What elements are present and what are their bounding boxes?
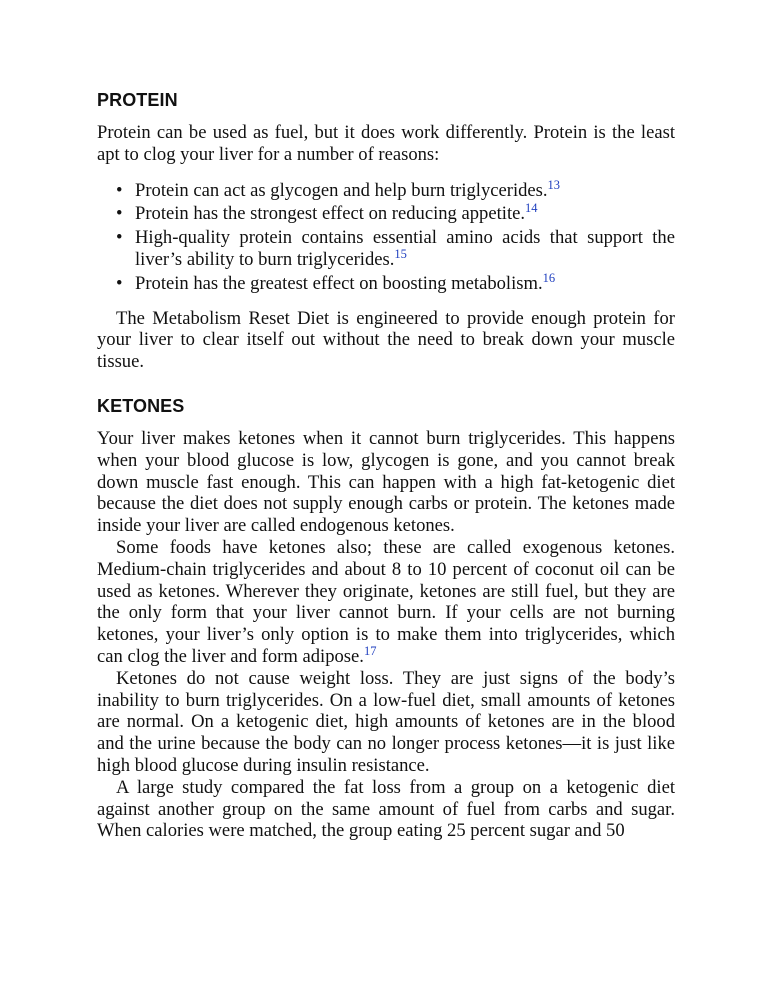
ketones-paragraph-1: Your liver makes ketones when it cannot burn triglycerides. This happens when your blood glucose is low, glycogen is gone, and you cannot break down muscle fast enough. This can happen with a high fat-ketogenic diet because the diet does not supply enough carbs or protein. The ketones made inside your liver are called endogenous ketones. [97, 427, 675, 537]
bullet-icon: • [116, 179, 123, 201]
list-item-text: Protein has the greatest effect on boosting metabolism. [135, 272, 543, 294]
ketones-paragraph-3: Ketones do not cause weight loss. They are just signs of the body’s inability to burn triglycerides. On a low-fuel diet, small amounts of ketones are normal. On a ketogenic diet, high amounts of ketones are in the blood and the urine because the body can no longer process ketones—it is just like high blood glucose during insulin resistance. [97, 667, 675, 776]
bullet-icon: • [116, 227, 123, 249]
section-divider [97, 373, 675, 394]
bullet-icon: • [116, 272, 123, 294]
protein-bullet-list [97, 177, 675, 295]
protein-intro-paragraph: Protein can be used as fuel, but it does work differently. Protein is the least apt to clog your liver for a number of reasons: [97, 122, 675, 165]
footnote-link[interactable]: 16 [542, 270, 556, 285]
ketones-paragraph-4: A large study compared the fat loss from a group on a ketogenic diet against another group on the same amount of fuel from carbs and sugar. When calories were matched, the group eating 25 percent sugar and 50 [97, 776, 675, 842]
footnote-link[interactable]: 13 [547, 177, 561, 192]
list-item [97, 177, 675, 202]
section-heading-protein: PROTEIN [97, 90, 178, 110]
footnote-link[interactable]: 14 [525, 201, 538, 216]
bullet-icon: • [116, 203, 123, 225]
list-item-text: Protein can act as glycogen and help burn triglycerides. [135, 179, 548, 201]
footnote-link[interactable]: 17 [363, 643, 377, 658]
protein-closing-paragraph: The Metabolism Reset Diet is engineered to provide enough protein for your liver to clear itself out without the need to break down your muscle tissue. [97, 307, 675, 373]
list-item [97, 227, 675, 271]
page-content [97, 88, 675, 842]
ketones-paragraph-2-text: Some foods have ketones also; these are called exogenous ketones. Medium-chain triglycerides and about 8 to 10 percent of coconut oil can be used as ketones. Wherever they originate, ketones are still fuel, but they are the only form that your liver cannot burn. If your cells are not burning ketones, your liver’s only option is to make them into triglycerides, which can clog the liver and form adipose. [97, 536, 675, 667]
section-heading-ketones: KETONES [97, 395, 185, 416]
list-item-text: High-quality protein contains essential amino acids that support the liver’s ability to burn triglycerides. [135, 227, 675, 270]
list-item [97, 270, 675, 295]
list-item [97, 203, 675, 225]
ketones-paragraph-2 [97, 537, 675, 668]
list-item-text: Protein has the strongest effect on reducing appetite. [135, 203, 526, 225]
footnote-link[interactable]: 15 [394, 246, 407, 261]
